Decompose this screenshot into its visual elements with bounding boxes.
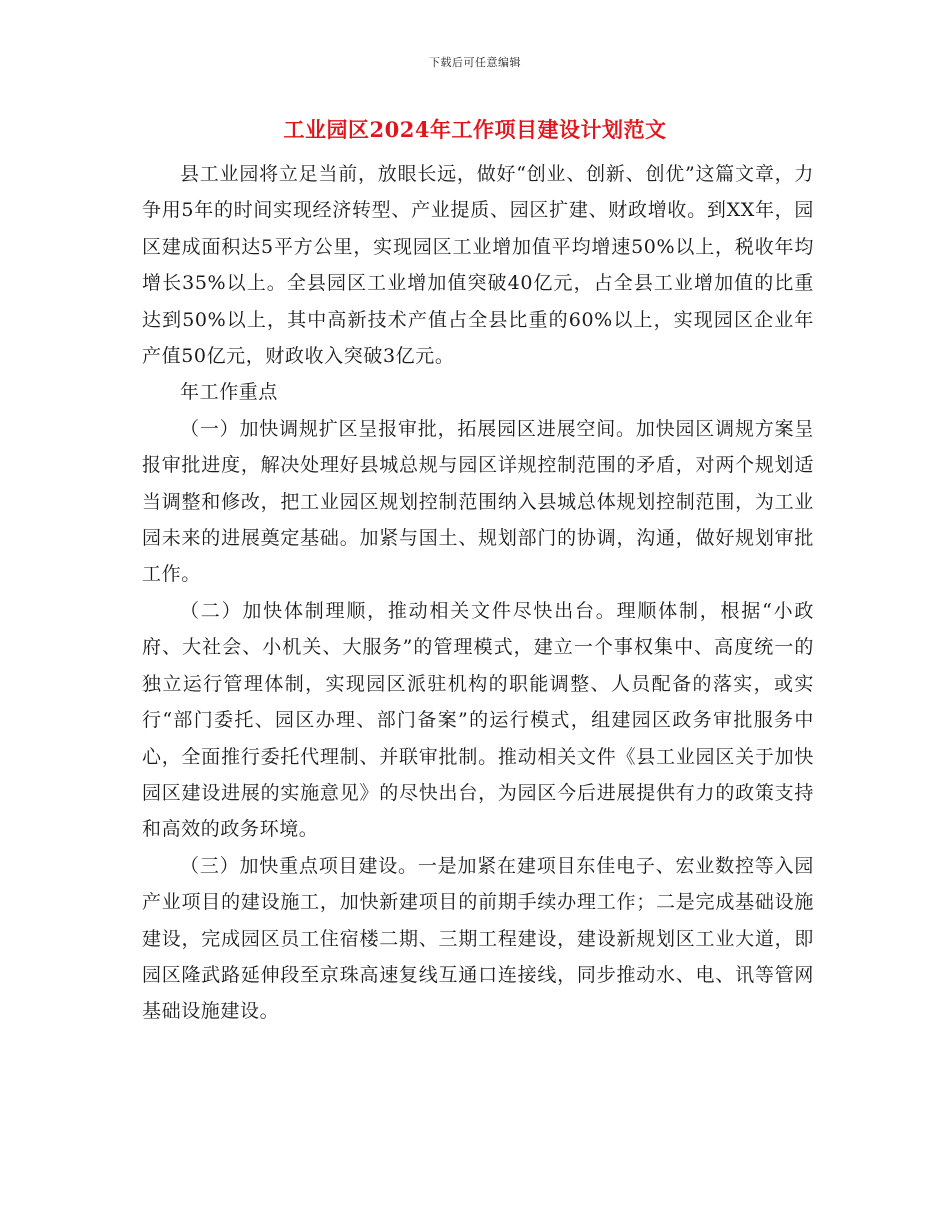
header-note: 下载后可任意编辑 <box>429 56 521 69</box>
document-body <box>142 156 814 1030</box>
paragraph-item-1: （一）加快调规扩区呈报审批，拓展园区进展空间。加快园区调规方案呈报审批进度，解决处理好县城总规与园区详规控制范围的矛盾，对两个规划适当调整和修改，把工业园区规划控制范围纳入县城总体规划控制范围，为工业园未来的进展奠定基础。加紧与国土、规划部门的协调，沟通，做好规划审批工作。 <box>142 417 814 586</box>
document-title: 工业园区2024年工作项目建设计划范文 <box>283 117 667 142</box>
paragraph-item-3: （三）加快重点项目建设。一是加紧在建项目东佳电子、宏业数控等入园产业项目的建设施工，加快新建项目的前期手续办理工作；二是完成基础设施建设，完成园区员工住宿楼二期、三期工程建设，建设新规划区工业大道，即园区隆武路延伸段至京珠高速复线互通口连接线，同步推动水、电、讯等管网基础设施建设。 <box>142 854 814 1023</box>
paragraph-item-2: （二）加快体制理顺，推动相关文件尽快出台。理顺体制，根据“小政府、大社会、小机关、大服务”的管理模式，建立一个事权集中、高度统一的独立运行管理体制，实现园区派驻机构的职能调整、人员配备的落实，或实行“部门委托、园区办理、部门备案”的运行模式，组建园区政务审批服务中心，全面推行委托代理制、并联审批制。推动相关文件《县工业园区关于加快园区建设进展的实施意见》的尽快出台，为园区今后进展提供有力的政策支持和高效的政务环境。 <box>142 599 814 841</box>
section-heading: 年工作重点 <box>180 381 279 404</box>
paragraph-intro: 县工业园将立足当前，放眼长远，做好“创业、创新、创优”这篇文章，力争用5年的时间实现经济转型、产业提质、园区扩建、财政增收。到XX年，园区建成面积达5平方公里，实现园区工业增加值平均增速50%以上，税收年均增长35%以上。全县园区工业增加值突破40亿元，占全县工业增加值的比重达到50%以上，其中高新技术产值占全县比重的60%以上，实现园区企业年产值50亿元，财政收入突破3亿元。 <box>142 163 814 368</box>
